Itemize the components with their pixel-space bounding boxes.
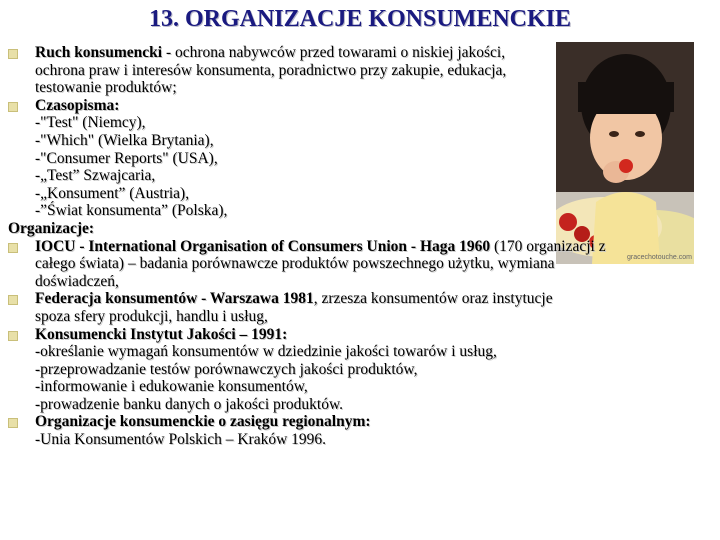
bullet-marker	[8, 418, 18, 428]
bullet-marker	[8, 295, 18, 305]
bullet-marker	[8, 102, 18, 112]
bullet-ruch-konsumencki: Ruch konsumencki - ochrona nabywców przed towarami o niskiej jakości, ochrona praw i interesów konsumenta, poradnictwo przy zakupie, edukacja, testowanie produktów;	[8, 44, 628, 97]
bullet-federacja: Federacja konsumentów - Warszawa 1981, zrzesza konsumentów oraz instytucje spoza sfery produkcji, handlu i usług,	[8, 290, 628, 325]
list-item: -"Consumer Reports" (USA),	[35, 149, 218, 167]
list-item: -informowanie i edukowanie konsumentów,	[35, 378, 308, 396]
list-item: -„Test” Szwajcaria,	[35, 167, 156, 185]
organizacje-heading: Organizacje:	[8, 219, 95, 237]
bullet-organizacje-regionalne: Organizacje konsumenckie o zasięgu regionalnym: -Unia Konsumentów Polskich – Kraków 1996.	[8, 413, 628, 448]
list-item: -prowadzenie banku danych o jakości produktów.	[35, 395, 344, 413]
list-item: -określanie wymagań konsumentów w dziedzinie jakości towarów i usług,	[35, 343, 497, 361]
bullet-marker	[8, 49, 18, 59]
bullet-czasopisma: Czasopisma: -"Test" (Niemcy), -"Which" (Wielka Brytania), -"Consumer Reports" (USA), -„Test” Szwajcaria, -„Konsument” (Austria), -”Świat konsumenta” (Polska),	[8, 97, 628, 220]
photo-watermark: gracechotouche.com	[627, 254, 692, 261]
list-item: -„Konsument” (Austria),	[35, 184, 190, 202]
list-item: -"Test" (Niemcy),	[35, 114, 146, 132]
list-item: -Unia Konsumentów Polskich – Kraków 1996.	[35, 431, 327, 449]
list-item: -przeprowadzanie testów porównawczych jakości produktów,	[35, 360, 418, 378]
bullet-marker	[8, 331, 18, 341]
list-item: -"Which" (Wielka Brytania),	[35, 131, 214, 149]
bullet-instytut-jakosci: Konsumencki Instytut Jakości – 1991: -określanie wymagań konsumentów w dziedzinie jakości towarów i usług, -przeprowadzanie testów porównawczych jakości produktów, -informowanie i edukowanie konsumentów, -prowadzenie banku danych o jakości produktów.	[8, 326, 628, 414]
slide-title: 13. ORGANIZACJE KONSUMENCKIE	[148, 6, 572, 32]
bullet-marker	[8, 243, 18, 253]
bullet-iocu: IOCU - International Organisation of Consumers Union - Haga 1960 (170 organizacji z całego świata) – badania porównawcze produktów powszechnego użytku, wymiana doświadczeń,	[8, 238, 628, 291]
list-item: -”Świat konsumenta” (Polska),	[35, 202, 228, 220]
slide-content	[8, 44, 628, 449]
